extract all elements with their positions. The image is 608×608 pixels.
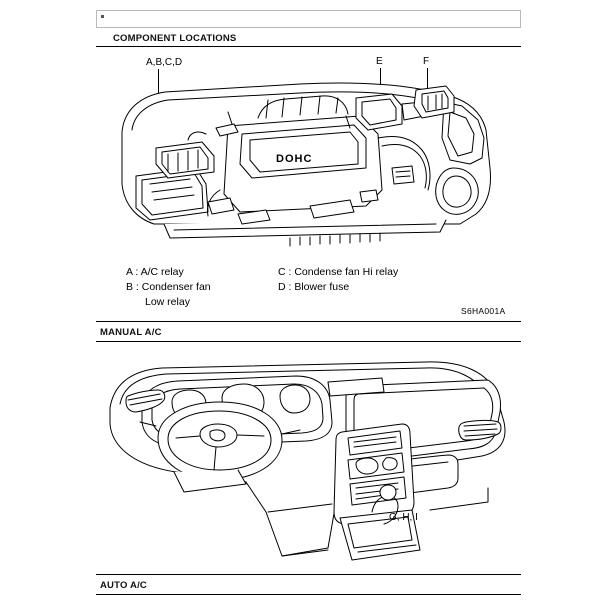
callout-label-abcd: A,B,C,D — [146, 57, 183, 68]
engine-legend-left-column — [126, 265, 211, 310]
section-rule-auto-ac-bottom — [96, 594, 521, 595]
section-rule-manual-ac-bottom — [96, 341, 521, 342]
callout-label-ghi: G, H, I — [389, 512, 418, 523]
legend-item-b-cont: Low relay — [145, 296, 190, 308]
callout-label-f: F — [423, 56, 430, 67]
legend-item-b: B : Condenser fan — [126, 281, 211, 293]
drawing-code-label: S6HA001A — [461, 306, 506, 316]
legend-item-d: D : Blower fuse — [278, 281, 350, 293]
strip-marker-dot — [101, 15, 104, 18]
engine-legend-right-column — [278, 265, 398, 295]
legend-item-c: C : Condense fan Hi relay — [278, 266, 399, 278]
section-rule-manual-ac-top — [96, 321, 521, 322]
legend-item-a: A : A/C relay — [126, 266, 184, 278]
section-rule-component-locations — [96, 46, 521, 47]
engine-label-dohc: DOHC — [276, 153, 313, 165]
callout-label-e: E — [376, 56, 383, 67]
section-rule-auto-ac-top — [96, 574, 521, 575]
section-title-manual-ac: MANUAL A/C — [100, 327, 162, 338]
engine-bay-diagram — [110, 72, 510, 257]
section-title-auto-ac: AUTO A/C — [100, 580, 147, 591]
dashboard-diagram — [96, 352, 521, 567]
section-title-component-locations: COMPONENT LOCATIONS — [113, 33, 237, 44]
top-header-strip — [96, 10, 521, 28]
